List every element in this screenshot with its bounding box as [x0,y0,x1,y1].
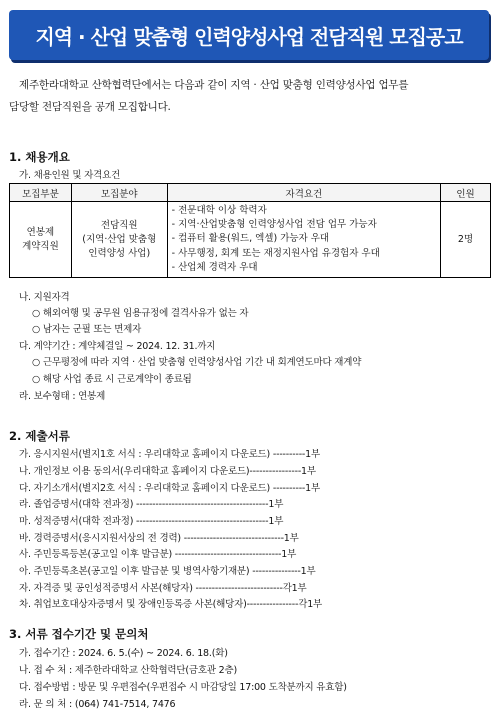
type-line: 계약직원 [22,240,59,252]
qualification-item: - 지역·산업맞춤형 인력양성사업 전담 업무 가능자 [171,219,377,231]
table-cell-field [71,202,167,278]
list-item: ○ 근무평정에 따라 지역 · 산업 맞춤형 인력양성사업 기간 내 회계연도마다 재계약 [32,357,362,368]
qualification-item: - 사무행정, 회계 또는 재정지원사업 유경험자 우대 [171,247,380,259]
section-1-sub-na: 나. 지원자격 [19,292,70,303]
document-item: 바. 경력증명서(응시지원서상의 전 경력) -------------------------------1부 [19,533,299,544]
contact-item: 다. 접수방법 : 방문 및 우편접수(우편접수 시 마감당일 17:00 도착분까지 유효함) [19,682,347,693]
page-title: 지역 · 산업 맞춤형 인력양성사업 전담직원 모집공고 [35,24,463,49]
document-item: 가. 응시지원서(별지1호 서식 : 우리대학교 홈페이지 다운로드) ----------1부 [19,449,320,460]
field-line: 전담직원 [100,219,138,231]
requirements-table [9,183,491,278]
field-line: 인력양성 사업) [88,247,151,259]
document-item: 자. 자격증 및 공인성적증명서 사본(해당자) ---------------------------각1부 [19,583,307,594]
document-item: 나. 개인정보 이용 동의서(우리대학교 홈페이지 다운로드)----------------1부 [19,466,316,477]
document-item: 아. 주민등록초본(공고일 이후 발급분 및 병역사항기재분) ---------------1부 [19,566,316,577]
contact-item: 가. 접수기간 : 2024. 6. 5.(수) ~ 2024. 6. 18.(화) [19,648,228,659]
document-item: 라. 졸업증명서(대학 전과정) -----------------------------------------1부 [19,499,284,510]
qualification-item: - 전문대학 이상 학력자 [171,205,267,216]
document-item: 다. 자기소개서(별지2호 서식 : 우리대학교 홈페이지 다운로드) ----------1부 [19,483,320,494]
contact-item: 나. 접 수 처 : 제주한라대학교 산학협력단(금호관 2층) [19,665,237,676]
section-1-sub-ga: 가. 채용인원 및 자격요건 [19,170,121,181]
table-cell-qualifications [167,202,440,278]
title-banner [9,10,489,60]
intro-line-1: 제주한라대학교 산학협력단에서는 다음과 같이 지역 · 산업 맞춤형 인력양성사업 업무를 [19,79,409,91]
qualification-item: - 산업체 경력자 우대 [171,261,258,273]
table-header: 인원 [441,184,491,202]
table-cell-type [10,202,72,278]
list-item: ○ 해외여행 및 공무원 임용규정에 결격사유가 없는 자 [32,308,249,319]
contact-item: 라. 문 의 처 : (064) 741-7514, 7476 [19,699,176,710]
list-item: ○ 해당 사업 종료 시 근로계약이 종료됨 [32,374,192,385]
section-1-sub-da: 다. 계약기간 : 계약체결일 ~ 2024. 12. 31.까지 [19,341,216,352]
document-item: 사. 주민등록등본(공고일 이후 발급분) ---------------------------------1부 [19,549,297,560]
table-header: 모집부분 [10,184,72,202]
document-item: 차. 취업보호대상자증명서 및 장애인등록증 사본(해당자)----------------각1부 [19,599,323,610]
table-header-row [10,184,491,202]
type-line: 연봉제 [26,226,55,238]
document-item: 마. 성적증명서(대학 전과정) -----------------------------------------1부 [19,516,284,527]
section-3-title: 3. 서류 접수기간 및 문의처 [9,627,149,641]
table-header: 자격요건 [167,184,440,202]
field-line: (지역·산업 맞춤형 [82,233,157,245]
qualification-item: - 컴퓨터 활용(워드, 엑셀) 가능자 우대 [171,233,330,245]
table-cell-count: 2명 [441,202,491,278]
intro-paragraph [9,74,491,118]
intro-line-2: 담당할 전담직원을 공개 모집합니다. [9,101,171,113]
section-2-title: 2. 제출서류 [9,429,70,443]
section-1-sub-ra: 라. 보수형태 : 연봉제 [19,391,106,402]
list-item: ○ 남자는 군필 또는 면제자 [32,324,142,335]
table-row [10,202,491,278]
table-header: 모집분야 [71,184,167,202]
section-1-title: 1. 채용개요 [9,150,70,164]
